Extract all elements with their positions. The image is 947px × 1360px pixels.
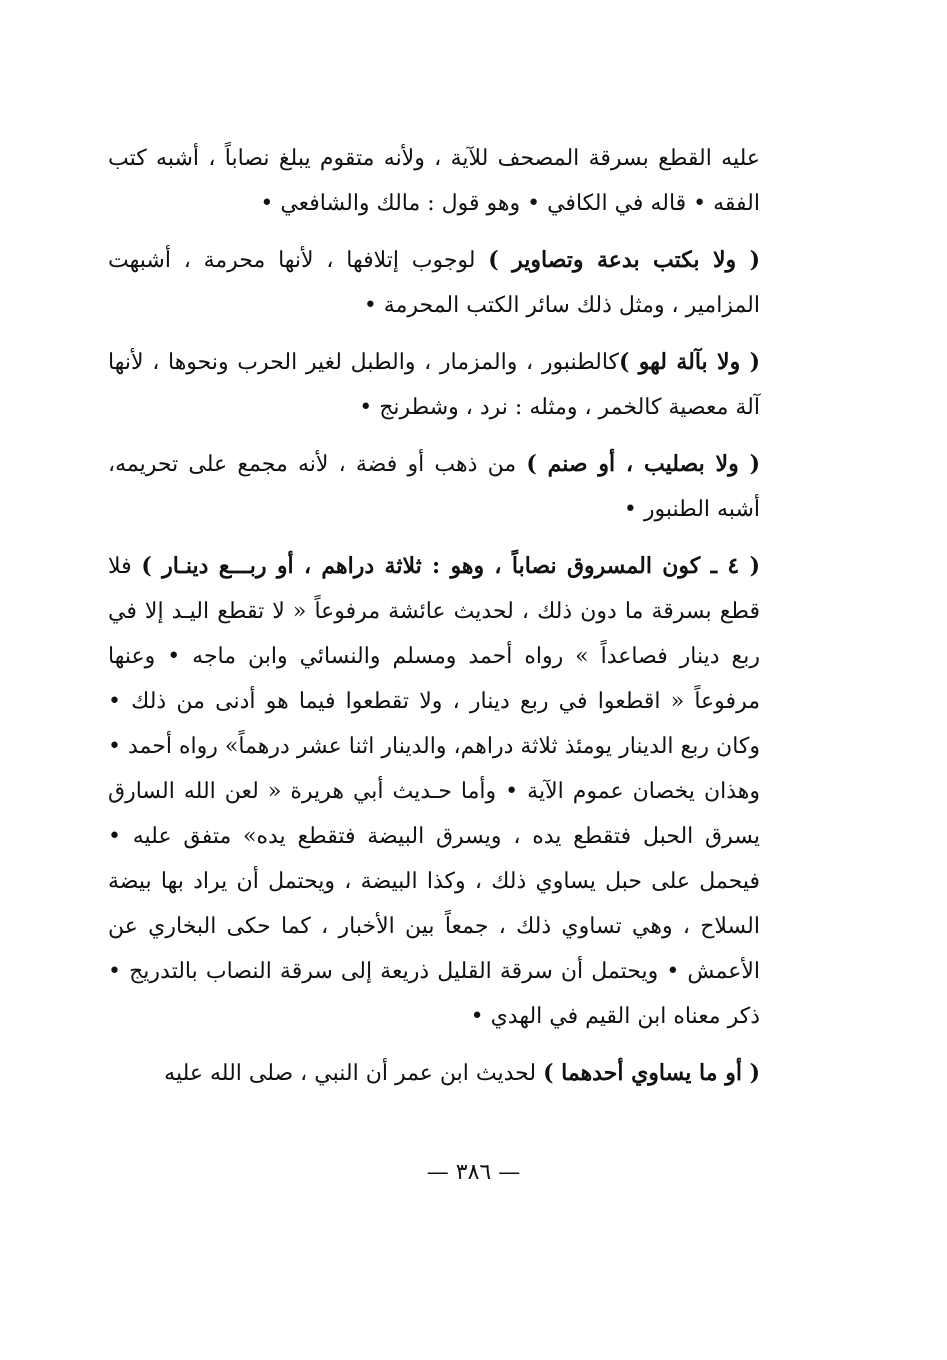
paragraph-lead: ( أو ما يساوي أحدهما ) (543, 1060, 760, 1086)
paragraph-lead: ( ولا بكتب بدعة وتصاوير ) (488, 247, 760, 273)
paragraph-lead: ( ٤ ـ كون المسروق نصاباً ، وهو : ثلاثة دراهم ، أو ربـــع دينـار ) (141, 553, 760, 579)
main-text (108, 136, 760, 1096)
paragraph-1 (108, 136, 760, 226)
paragraph-text: فلا قطع بسرقة ما دون ذلك ، لحديث عائشة مرفوعاً « لا تقطع اليـد إلا في ربع دينار فصاعداً » رواه أحمد ومسلم والنسائي وابن ماجه • وعنها مرفوعاً « اقطعوا في ربع دينار ، ولا تقطعوا فيما هو أدنى من ذلك • وكان ربع الدينار يومئذ ثلاثة دراهم، والدينار اثنا عشر درهماً» رواه أحمد • وهذان يخصان عموم الآية • وأما حـديث أبي هريرة « لعن الله السارق يسرق الحبل فتقطع يده ، ويسرق البيضة فتقطع يده» متفق عليه • فيحمل على حبل يساوي ذلك ، وكذا البيضة ، ويحتمل أن يراد بها بيضة السلاح ، وهي تساوي ذلك ، جمعاً بين الأخبار ، كما حكى البخاري عن الأعمش • ويحتمل أن سرقة القليل ذريعة إلى سرقة النصاب بالتدريج • ذكر معناه ابن القيم في الهدي • (108, 554, 760, 1029)
paragraph-3 (108, 340, 760, 430)
paragraph-6 (108, 1051, 760, 1096)
paragraph-text: كالطنبور ، والمزمار ، والطبل لغير الحرب ونحوها ، لأنها آلة معصية كالخمر ، ومثله : نرد ، وشطرنج • (108, 350, 760, 420)
paragraph-4 (108, 442, 760, 532)
paragraph-text: من ذهب أو فضة ، لأنه مجمع على تحريمه، أشبه الطنبور • (108, 452, 760, 522)
paragraph-lead: ( ولا بصليب ، أو صنم ) (526, 451, 760, 477)
paragraph-text: لحديث ابن عمر أن النبي ، صلى الله عليه (164, 1061, 544, 1086)
paragraph-text: لوجوب إتلافها ، لأنها محرمة ، أشبهت المزامير ، ومثل ذلك سائر الكتب المحرمة • (108, 248, 760, 318)
paragraph-lead: ( ولا بآلة لهو ) (619, 349, 760, 375)
paragraph-5 (108, 544, 760, 1039)
paragraph-2 (108, 238, 760, 328)
page-number: — ٣٨٦ — (426, 1160, 521, 1185)
paragraph-text: عليه القطع بسرقة المصحف للآية ، ولأنه متقوم يبلغ نصاباً ، أشبه كتب الفقه • قاله في الكافي • وهو قول : مالك والشافعي • (108, 146, 760, 216)
